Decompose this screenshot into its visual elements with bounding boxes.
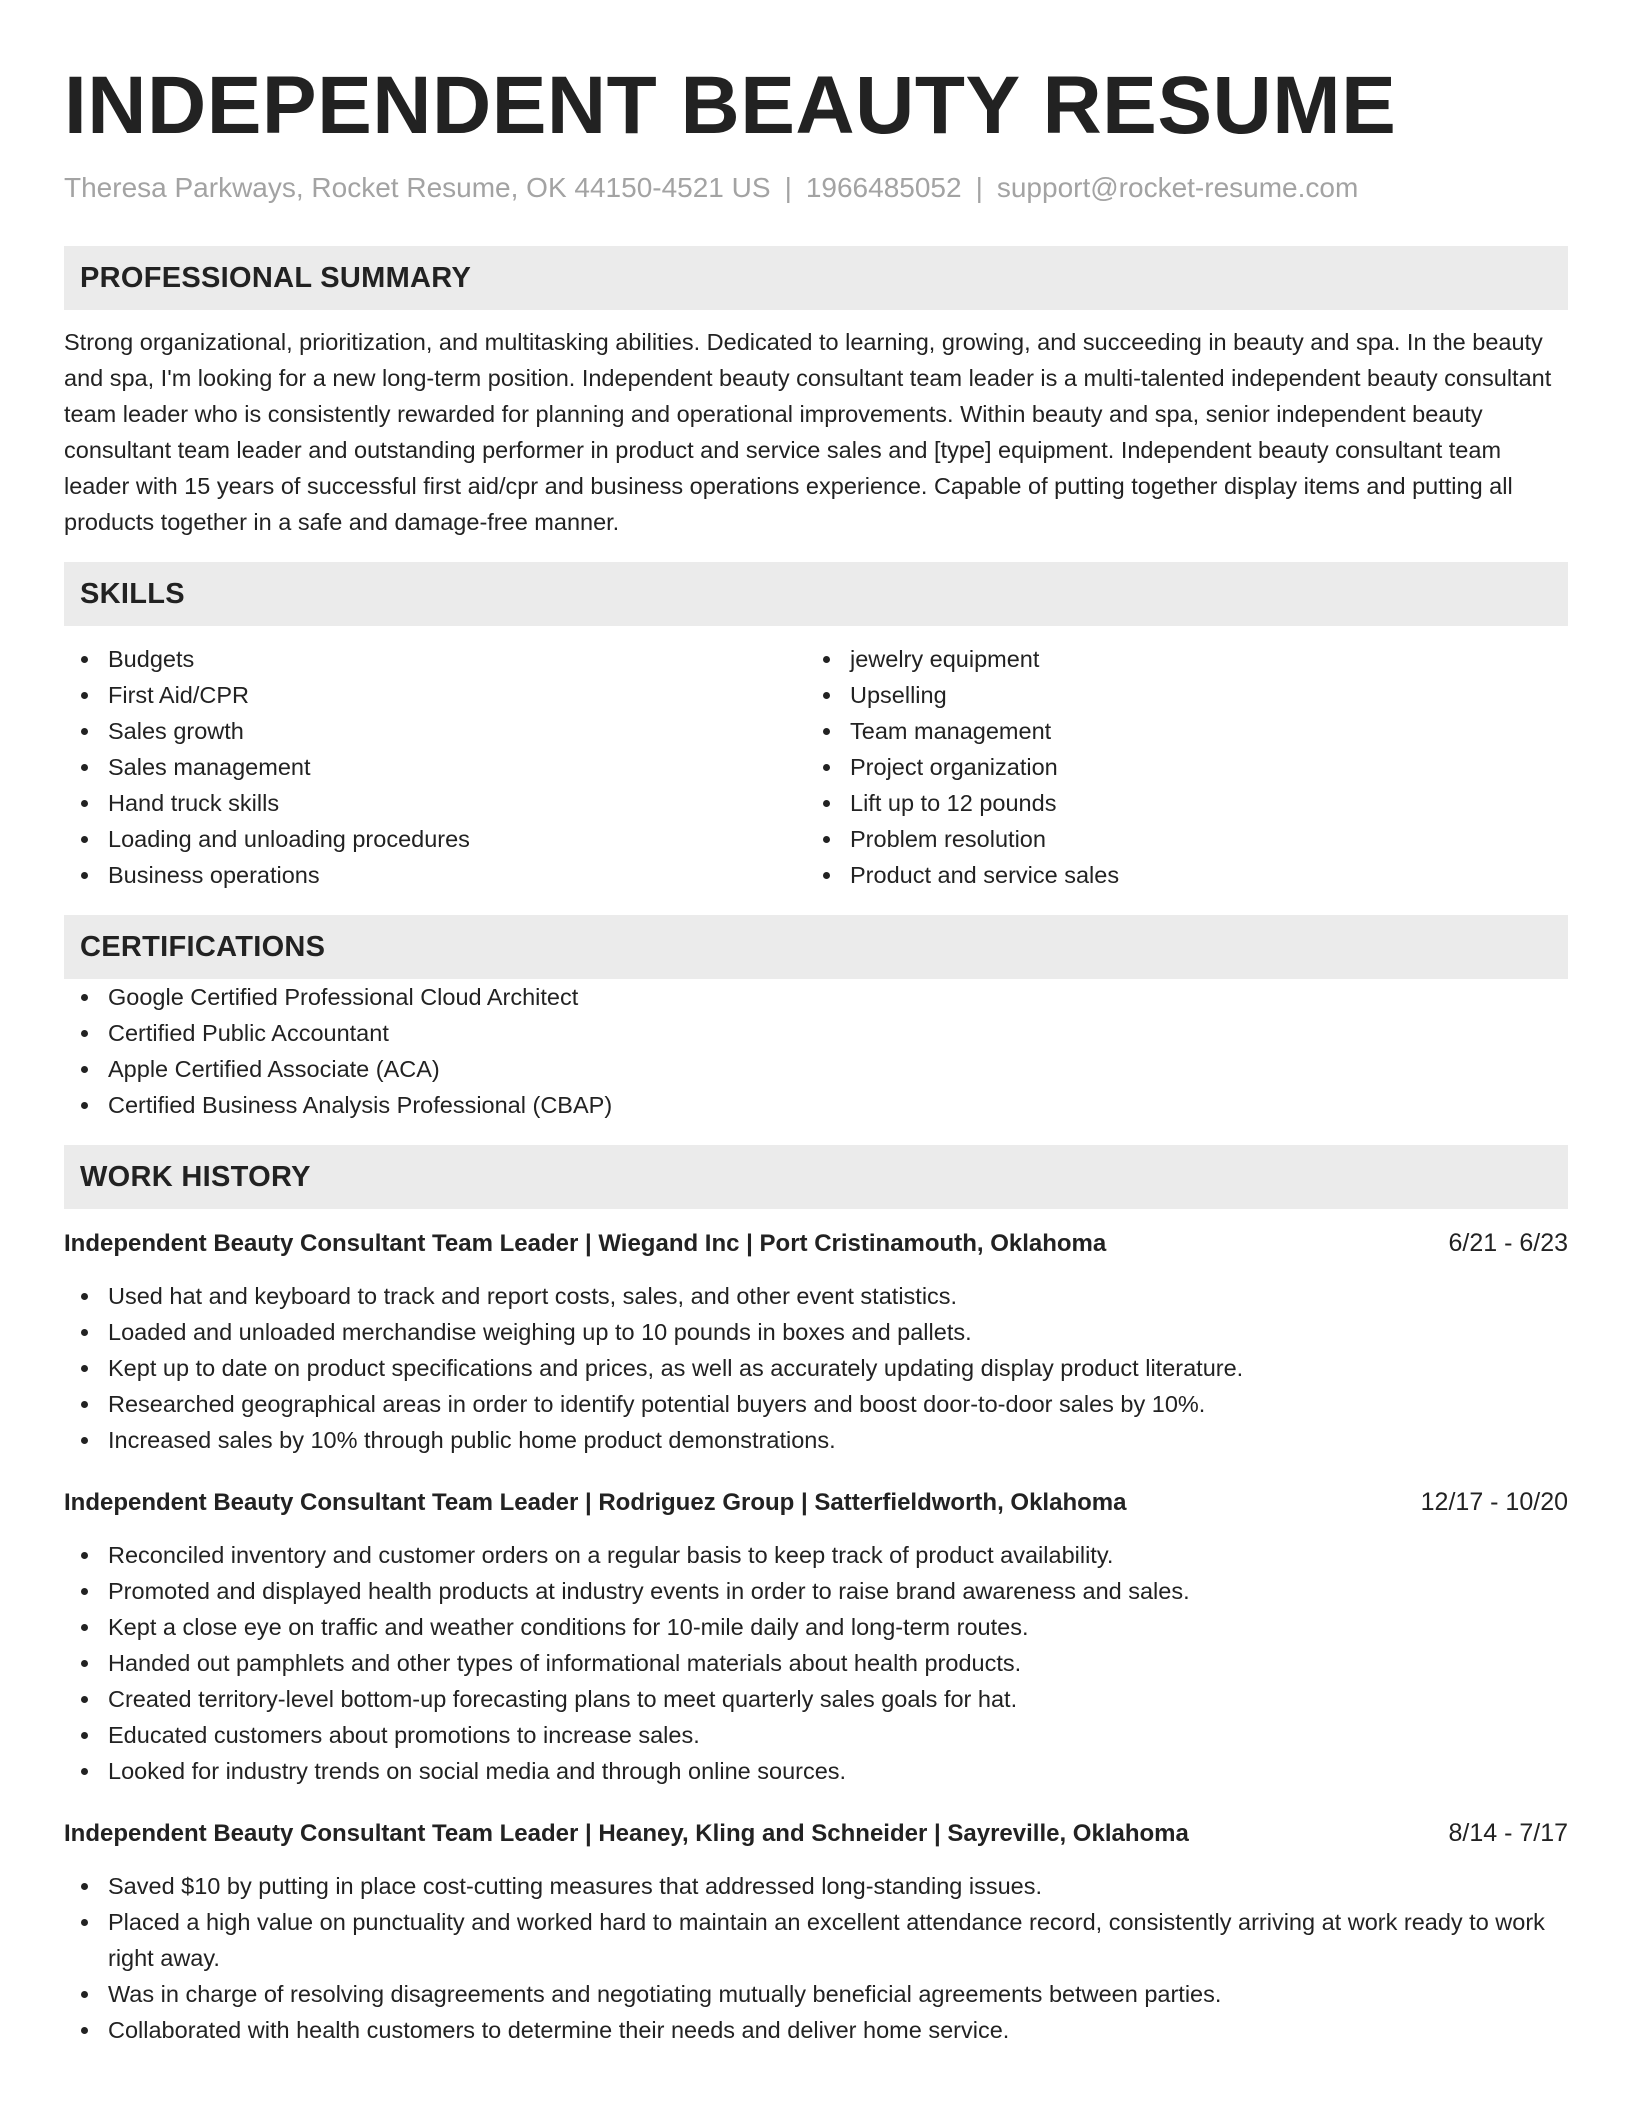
job-bullets [64, 1537, 1568, 1789]
skill-item: jewelry equipment [806, 641, 1548, 677]
skill-item: Loading and unloading procedures [64, 821, 806, 857]
job-dates: 8/14 - 7/17 [1448, 1819, 1568, 1847]
skill-item: First Aid/CPR [64, 677, 806, 713]
skills-section-header: SKILLS [64, 562, 1568, 626]
job-header [64, 1815, 1568, 1852]
job-dates: 12/17 - 10/20 [1420, 1488, 1568, 1516]
resume-title: INDEPENDENT BEAUTY RESUME [64, 60, 1397, 151]
summary-section-header: PROFESSIONAL SUMMARY [64, 246, 1568, 310]
certification-item: Certified Public Accountant [64, 1015, 1568, 1051]
job-bullets [64, 1278, 1568, 1458]
job-bullet: Created territory-level bottom-up forecasting plans to meet quarterly sales goals for hat. [64, 1681, 1568, 1717]
skills-list-right [806, 641, 1548, 893]
job-bullet: Used hat and keyboard to track and report costs, sales, and other event statistics. [64, 1278, 1568, 1314]
job-bullet: Researched geographical areas in order to identify potential buyers and boost door-to-door sales by 10%. [64, 1386, 1568, 1422]
skill-item: Problem resolution [806, 821, 1548, 857]
skills-grid [64, 641, 1568, 893]
skill-item: Budgets [64, 641, 806, 677]
skill-item: Team management [806, 713, 1548, 749]
contact-separator: | [784, 172, 792, 203]
certification-item: Certified Business Analysis Professional (CBAP) [64, 1087, 1568, 1123]
skill-item: Lift up to 12 pounds [806, 785, 1548, 821]
contact-line [64, 170, 1568, 206]
job-header [64, 1225, 1568, 1262]
job-header [64, 1484, 1568, 1521]
certification-item: Apple Certified Associate (ACA) [64, 1051, 1568, 1087]
job-title: Independent Beauty Consultant Team Leader | Heaney, Kling and Schneider | Sayreville, Oklahoma [64, 1820, 1189, 1847]
skill-item: Upselling [806, 677, 1548, 713]
job-title: Independent Beauty Consultant Team Leader | Rodriguez Group | Satterfieldworth, Oklahoma [64, 1489, 1127, 1516]
job-bullet: Was in charge of resolving disagreements and negotiating mutually beneficial agreements between parties. [64, 1976, 1568, 2012]
job-dates: 6/21 - 6/23 [1448, 1229, 1568, 1257]
summary-text: Strong organizational, prioritization, and multitasking abilities. Dedicated to learning, growing, and succeeding in beauty and spa. In the beauty and spa, I'm looking for a new long-term position. Independent beauty consultant team leader is a multi-talented independent beauty consultant team leader who is consistently rewarded for planning and operational improvements. Within beauty and spa, senior independent beauty consultant team leader and outstanding performer in product and service sales and [type] equipment. Independent beauty consultant team leader with 15 years of successful first aid/cpr and business operations experience. Capable of putting together display items and putting all products together in a safe and damage-free manner. [64, 329, 1552, 535]
job-bullets [64, 1868, 1568, 2048]
job-entry [64, 1225, 1568, 1458]
skill-item: Sales growth [64, 713, 806, 749]
job-bullet: Loaded and unloaded merchandise weighing up to 10 pounds in boxes and pallets. [64, 1314, 1568, 1350]
skill-item: Project organization [806, 749, 1548, 785]
job-bullet: Collaborated with health customers to determine their needs and deliver home service. [64, 2012, 1568, 2048]
skill-item: Business operations [64, 857, 806, 893]
skills-list-left [64, 641, 806, 893]
job-bullet: Promoted and displayed health products at industry events in order to raise brand awareness and sales. [64, 1573, 1568, 1609]
certifications-list [64, 979, 1568, 1123]
job-bullet: Saved $10 by putting in place cost-cutting measures that addressed long-standing issues. [64, 1868, 1568, 1904]
job-bullet: Placed a high value on punctuality and worked hard to maintain an excellent attendance record, consistently arriving at work ready to work right away. [64, 1904, 1568, 1976]
job-bullet: Reconciled inventory and customer orders on a regular basis to keep track of product availability. [64, 1537, 1568, 1573]
skill-item: Hand truck skills [64, 785, 806, 821]
job-bullet: Handed out pamphlets and other types of informational materials about health products. [64, 1645, 1568, 1681]
resume-page [64, 0, 1568, 2048]
job-entry [64, 1484, 1568, 1789]
contact-separator: | [975, 172, 983, 203]
job-bullet: Looked for industry trends on social media and through online sources. [64, 1753, 1568, 1789]
job-bullet: Educated customers about promotions to increase sales. [64, 1717, 1568, 1753]
contact-address: Theresa Parkways, Rocket Resume, OK 44150-4521 US [64, 172, 771, 203]
skill-item: Sales management [64, 749, 806, 785]
job-entry [64, 1815, 1568, 2048]
certifications-section-header: CERTIFICATIONS [64, 915, 1568, 979]
work-history-section-header: WORK HISTORY [64, 1145, 1568, 1209]
job-bullet: Increased sales by 10% through public home product demonstrations. [64, 1422, 1568, 1458]
certification-item: Google Certified Professional Cloud Architect [64, 979, 1568, 1015]
job-bullet: Kept up to date on product specifications and prices, as well as accurately updating display product literature. [64, 1350, 1568, 1386]
contact-email: support@rocket-resume.com [996, 172, 1359, 203]
contact-phone: 1966485052 [805, 172, 962, 203]
skill-item: Product and service sales [806, 857, 1548, 893]
job-title: Independent Beauty Consultant Team Leader | Wiegand Inc | Port Cristinamouth, Oklahoma [64, 1230, 1107, 1257]
job-bullet: Kept a close eye on traffic and weather conditions for 10-mile daily and long-term routes. [64, 1609, 1568, 1645]
